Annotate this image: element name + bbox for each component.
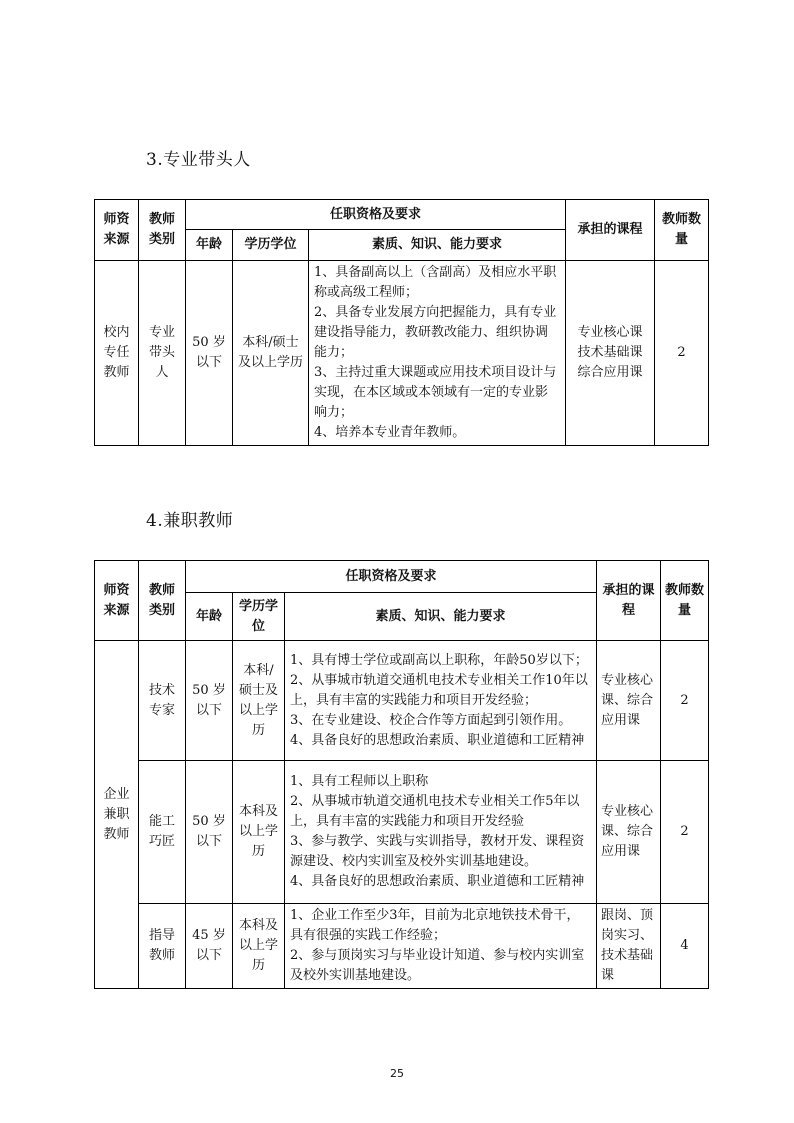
header-requirements: 素质、知识、能力要求	[285, 593, 597, 641]
header-qualification: 任职资格及要求	[186, 561, 597, 593]
cell-age: 50 岁以下	[186, 761, 233, 904]
cell-category: 专业带头人	[139, 261, 186, 446]
cell-degree: 本科及以上学历	[233, 904, 285, 989]
header-course: 承担的课程	[597, 561, 661, 641]
requirement-line: 3、主持过重大课题或应用技术项目设计与实现，在本区域或本领域有一定的专业影响力；	[314, 365, 557, 420]
cell-count: 2	[655, 261, 709, 446]
cell-requirements	[285, 761, 597, 904]
requirement-line: 4、具备良好的思想政治素质、职业道德和工匠精神	[290, 874, 585, 889]
requirement-line: 2、从事城市轨道交通机电技术专业相关工作10年以上，具有丰富的实践能力和项目开发经验；	[290, 672, 588, 708]
course-line: 技术基础课	[577, 345, 643, 360]
requirement-line: 1、企业工作至少3年，目前为北京地铁技术骨干，具有很强的实践工作经验；	[290, 908, 580, 943]
cell-age: 50 岁以下	[186, 261, 233, 446]
header-qualification: 任职资格及要求	[186, 200, 566, 230]
cell-course: 专业核心课、综合应用课	[597, 641, 661, 761]
section-heading-leader: 3.专业带头人	[146, 150, 251, 170]
section-heading-parttime: 4.兼职教师	[146, 511, 234, 531]
cell-course	[566, 261, 655, 446]
cell-requirements	[285, 904, 597, 989]
cell-requirements	[285, 641, 597, 761]
header-degree: 学历学位	[233, 593, 285, 641]
cell-degree: 本科/硕士及以上学历	[233, 641, 285, 761]
cell-course: 专业核心课、综合应用课	[597, 761, 661, 904]
cell-age: 45 岁以下	[186, 904, 233, 989]
header-age: 年龄	[186, 593, 233, 641]
parttime-table	[94, 560, 709, 989]
cell-course: 跟岗、顶岗实习、技术基础课	[597, 904, 661, 989]
requirement-line: 3、参与教学、实践与实训指导，教材开发、课程资源建设、校内实训室及校外实训基地建设。	[290, 834, 585, 869]
requirement-line: 1、具备副高以上（含副高）及相应水平职称或高级工程师；	[314, 265, 557, 300]
requirement-line: 1、具有工程师以上职称	[290, 774, 429, 789]
header-age: 年龄	[186, 230, 233, 261]
requirement-line: 4、具备良好的思想政治素质、职业道德和工匠精神	[290, 732, 585, 748]
cell-degree: 本科/硕士及以上学历	[233, 261, 309, 446]
header-count: 教师数量	[655, 200, 709, 261]
cell-count: 2	[661, 641, 709, 761]
requirement-line: 1、具有博士学位或副高以上职称，年龄50岁以下；	[290, 652, 588, 668]
header-source: 师资来源	[95, 561, 139, 641]
cell-degree: 本科及以上学历	[233, 761, 285, 904]
cell-count: 4	[661, 904, 709, 989]
header-requirements: 素质、知识、能力要求	[309, 230, 566, 261]
header-category: 教师类别	[139, 200, 186, 261]
header-category: 教师类别	[139, 561, 186, 641]
cell-source: 校内专任教师	[95, 261, 139, 446]
requirement-line: 4、培养本专业青年教师。	[314, 425, 466, 440]
cell-requirements	[309, 261, 566, 446]
cell-count: 2	[661, 761, 709, 904]
cell-category: 技术专家	[139, 641, 186, 761]
leader-table	[94, 199, 709, 446]
requirement-line: 3、在专业建设、校企合作等方面起到引领作用。	[290, 712, 572, 728]
header-degree: 学历学位	[233, 230, 309, 261]
header-course: 承担的课程	[566, 200, 655, 261]
requirement-line: 2、具备专业发展方向把握能力，具有专业建设指导能力，教研教改能力、组织协调能力；	[314, 305, 557, 360]
course-line: 专业核心课	[577, 325, 643, 340]
cell-source: 企业兼职教师	[95, 641, 139, 989]
course-line: 综合应用课	[577, 365, 643, 380]
requirement-line: 2、从事城市轨道交通机电技术专业相关工作5年以上，具有丰富的实践能力和项目开发经验	[290, 794, 580, 829]
cell-category: 指导教师	[139, 904, 186, 989]
cell-category: 能工巧匠	[139, 761, 186, 904]
header-count: 教师数量	[661, 561, 709, 641]
page-number: 25	[390, 1067, 404, 1080]
requirement-line: 2、参与顶岗实习与毕业设计知道、参与校内实训室及校外实训基地建设。	[290, 948, 585, 983]
header-source: 师资来源	[95, 200, 139, 261]
cell-age: 50 岁以下	[186, 641, 233, 761]
